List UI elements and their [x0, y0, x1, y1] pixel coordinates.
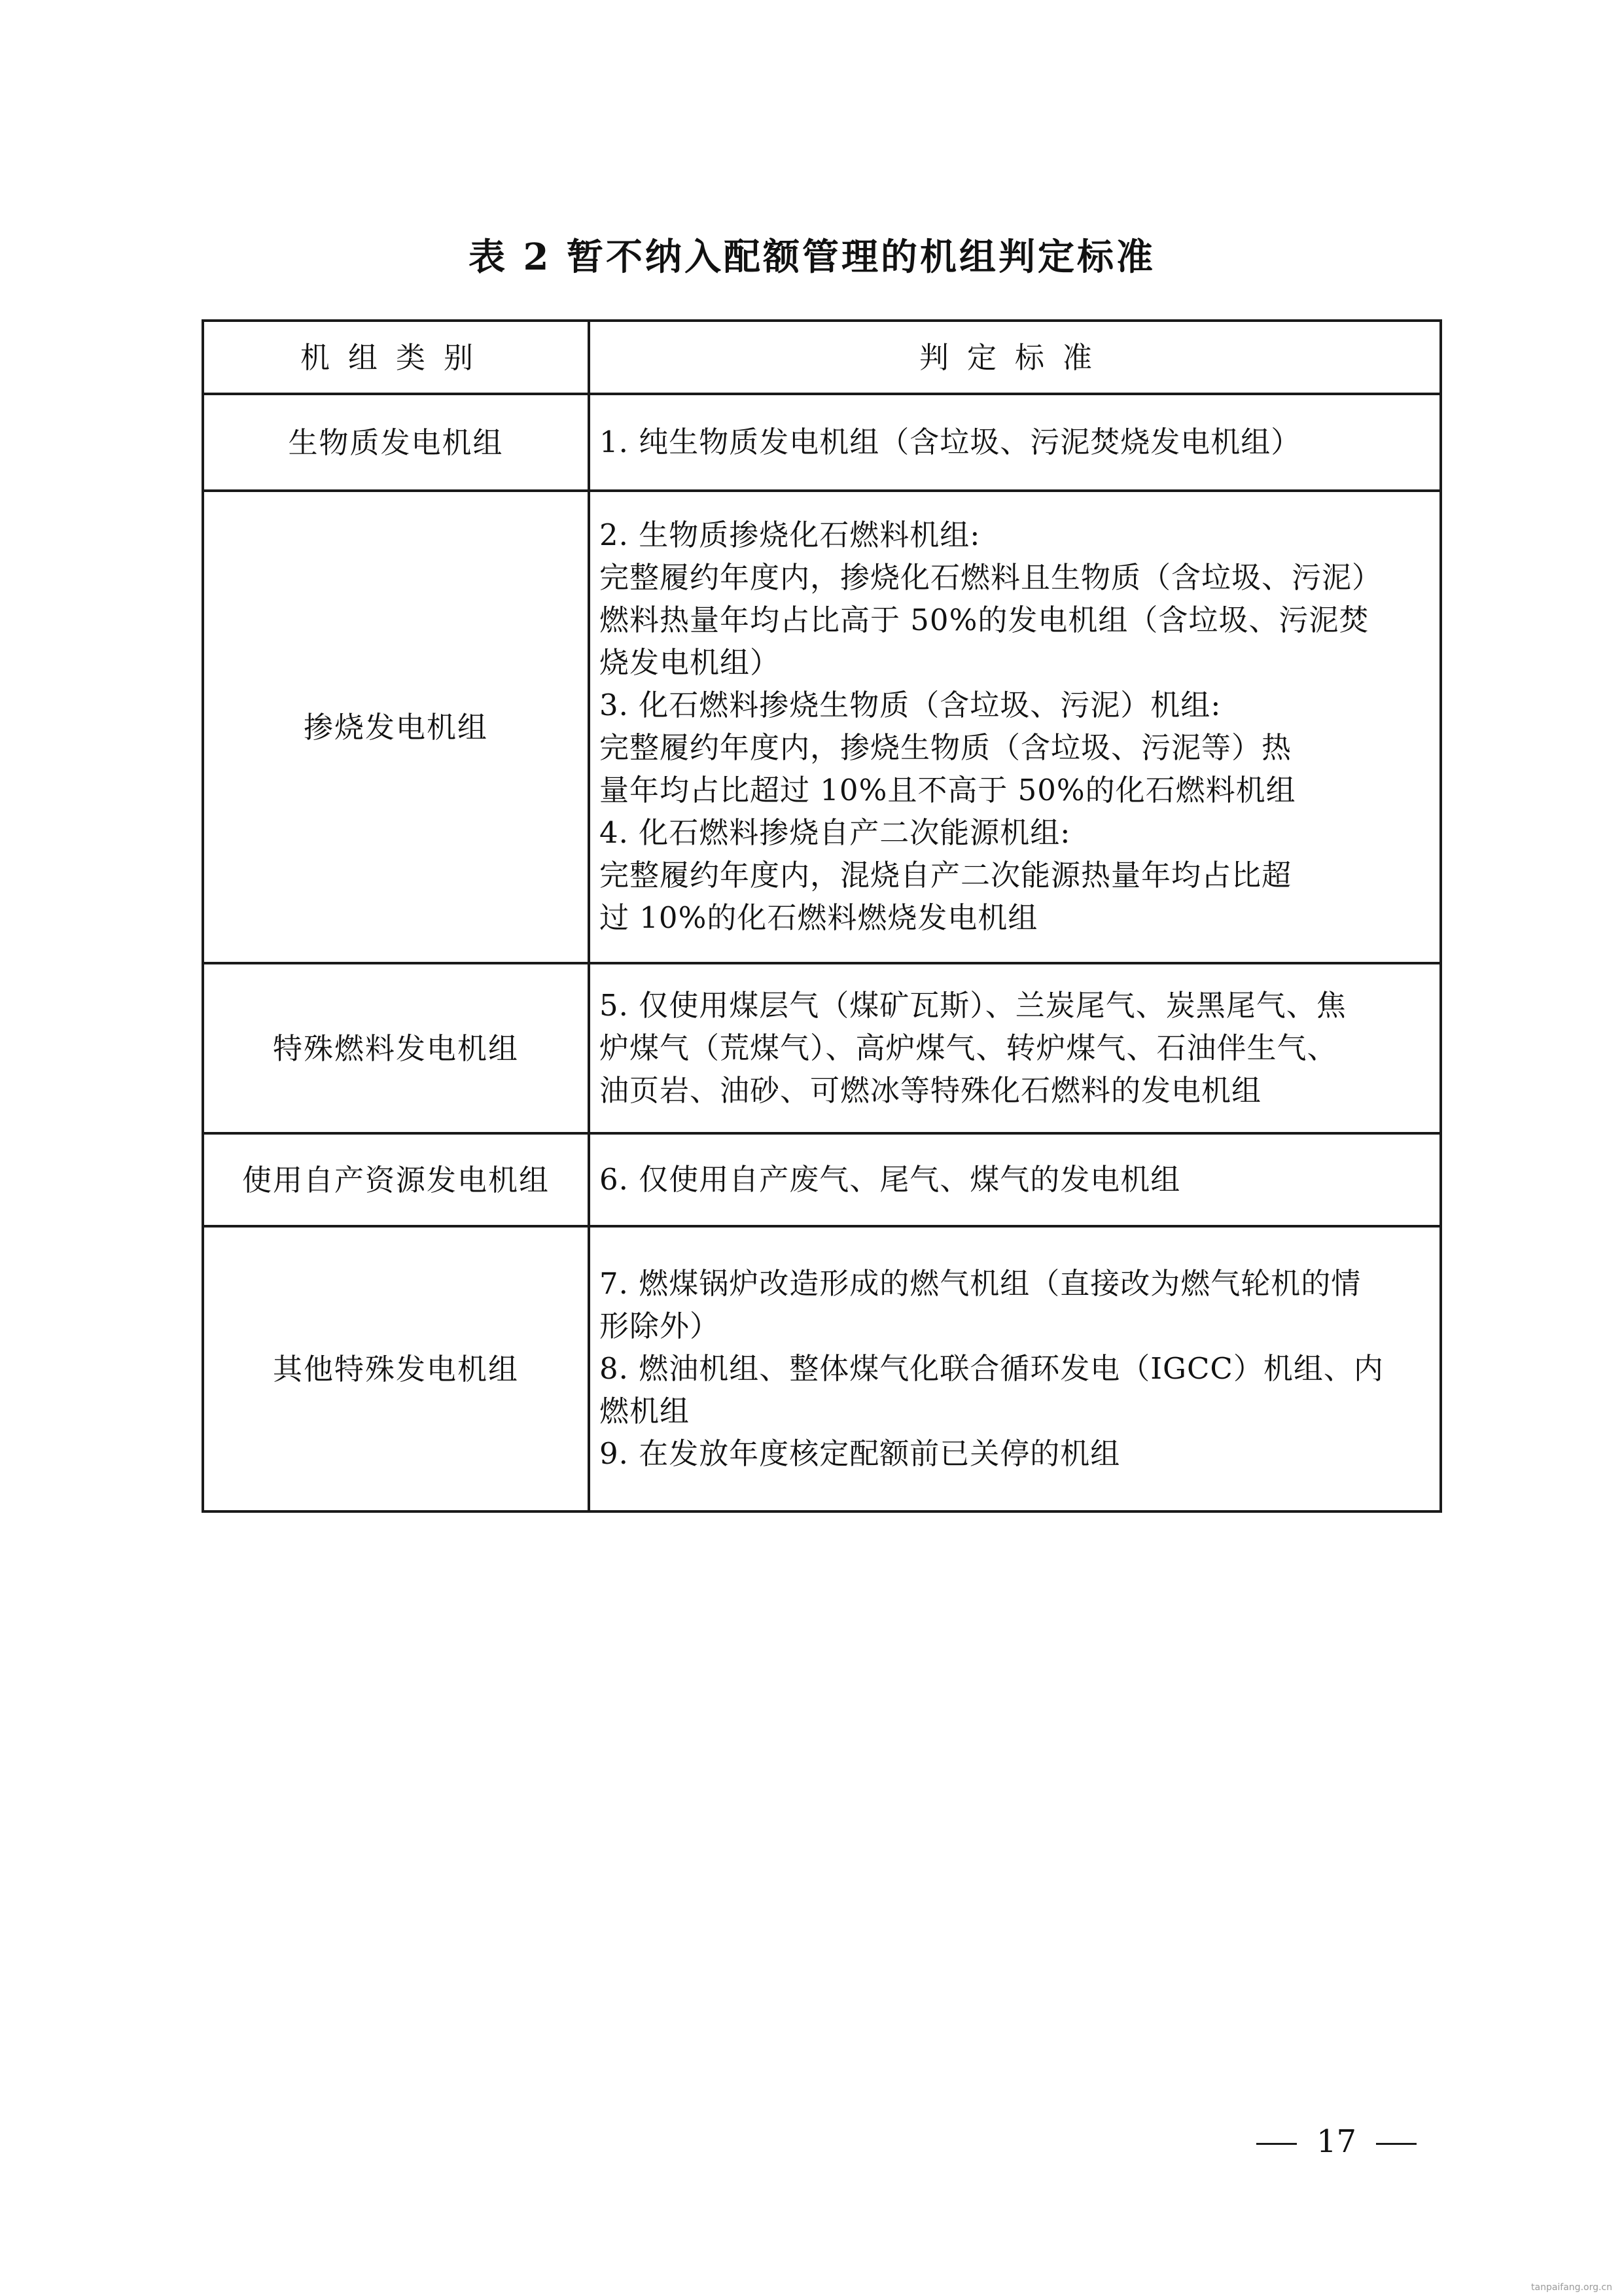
criteria-table: [202, 319, 1442, 1513]
criteria-cell: [589, 1133, 1441, 1226]
table-header-row: [203, 321, 1441, 394]
criteria-cell: [589, 491, 1441, 963]
table-row: [203, 1226, 1441, 1511]
criteria-cell: [589, 1226, 1441, 1511]
criteria-line: 2. 生物质掺烧化石燃料机组:: [599, 518, 981, 552]
criteria-line: 完整履约年度内，掺烧化石燃料且生物质（含垃圾、污泥）: [599, 560, 1383, 595]
category-cell: 特殊燃料发电机组: [203, 963, 589, 1133]
criteria-line: 烧发电机组）: [599, 645, 781, 680]
criteria-line: 9. 在发放年度核定配额前已关停的机组: [599, 1436, 1121, 1471]
criteria-line: 形除外）: [599, 1308, 720, 1343]
page-number-dash-left: [1256, 2143, 1297, 2145]
page-number-dash-right: [1376, 2143, 1417, 2145]
page-number-value: 17: [1316, 2123, 1357, 2160]
criteria-line: 过 10%的化石燃料燃烧发电机组: [599, 900, 1038, 935]
criteria-line: 完整履约年度内，掺烧生物质（含垃圾、污泥等）热: [599, 730, 1292, 765]
category-cell: 其他特殊发电机组: [203, 1226, 589, 1511]
criteria-line: 燃料热量年均占比高于 50%的发电机组（含垃圾、污泥焚: [599, 603, 1369, 637]
page-number: [1256, 2119, 1433, 2164]
criteria-line: 6. 仅使用自产废气、尾气、煤气的发电机组: [599, 1161, 1181, 1197]
category-cell: 掺烧发电机组: [203, 491, 589, 963]
criteria-cell: [589, 394, 1441, 491]
criteria-line: 4. 化石燃料掺烧自产二次能源机组:: [599, 815, 1071, 850]
criteria-line: 量年均占比超过 10%且不高于 50%的化石燃料机组: [599, 773, 1296, 807]
criteria-line: 5. 仅使用煤层气（煤矿瓦斯）、兰炭尾气、炭黑尾气、焦: [599, 987, 1347, 1023]
table-row: [203, 1133, 1441, 1226]
criteria-line: 3. 化石燃料掺烧生物质（含垃圾、污泥）机组:: [599, 688, 1222, 722]
table-row: [203, 963, 1441, 1133]
header-criteria: 判定标准: [589, 321, 1441, 394]
category-cell: 生物质发电机组: [203, 394, 589, 491]
table-title: 表 2 暂不纳入配额管理的机组判定标准: [468, 236, 1156, 279]
watermark: tanpaifang.org.cn: [1531, 2282, 1612, 2293]
criteria-line: 1. 纯生物质发电机组（含垃圾、污泥焚烧发电机组）: [599, 424, 1301, 459]
table-row: [203, 394, 1441, 491]
criteria-line: 炉煤气（荒煤气）、高炉煤气、转炉煤气、石油伴生气、: [599, 1030, 1337, 1065]
criteria-line: 7. 燃煤锅炉改造形成的燃气机组（直接改为燃气轮机的情: [599, 1265, 1362, 1301]
category-cell: 使用自产资源发电机组: [203, 1133, 589, 1226]
criteria-line: 8. 燃油机组、整体煤气化联合循环发电（IGCC）机组、内: [599, 1351, 1384, 1386]
criteria-line: 燃机组: [599, 1393, 690, 1428]
header-category: 机组类别: [203, 321, 589, 394]
table-row: [203, 491, 1441, 963]
criteria-line: 完整履约年度内，混烧自产二次能源热量年均占比超: [599, 858, 1292, 892]
criteria-line: 油页岩、油砂、可燃冰等特殊化石燃料的发电机组: [599, 1072, 1262, 1108]
criteria-cell: [589, 963, 1441, 1133]
